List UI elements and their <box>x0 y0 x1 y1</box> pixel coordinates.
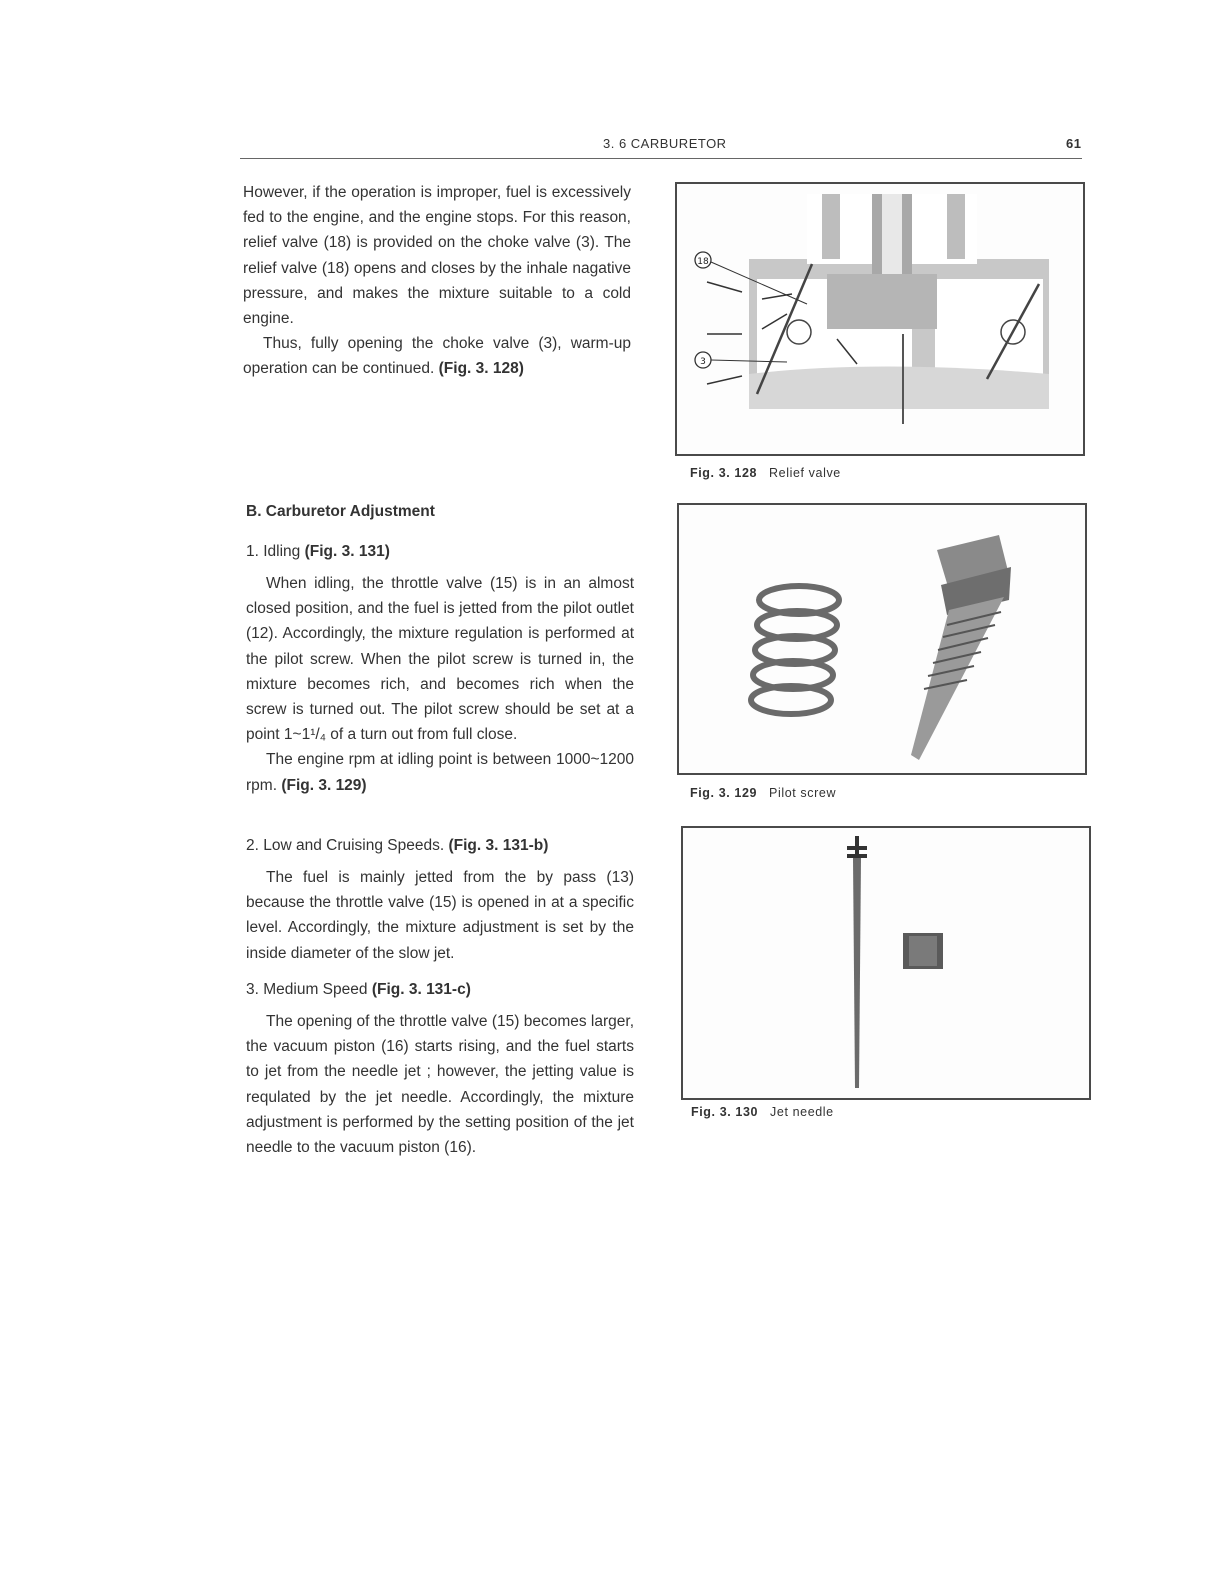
page-number: 61 <box>1066 136 1082 151</box>
step-heading-3: 3. Medium Speed (Fig. 3. 131-c) <box>246 981 471 998</box>
section-title: B. Carburetor Adjustment <box>246 503 435 520</box>
jet-needle-photo <box>683 828 1089 1098</box>
svg-text:3: 3 <box>700 357 706 367</box>
header-divider <box>240 158 1082 159</box>
figure-caption-129: Fig. 3. 129 Pilot screw <box>690 786 837 800</box>
intro-paragraph-1: However, if the operation is improper, fuel is excessively fed to the engine, and the engine stops. For this reason, relief valve (18) is provided on the choke valve (3). The relief valve (18) opens and closes by the inhale nagative pressure, and makes the mixture suitable to a cold engine. <box>243 184 631 328</box>
step-1-paragraph-2: The engine rpm at idling point is between 1000~1200 rpm. (Fig. 3. 129) <box>246 751 634 794</box>
step-3-paragraph-1: The opening of the throttle valve (15) becomes larger, the vacuum piston (16) starts rising, and the fuel starts to jet from the needle jet ; however, the jetting value is requlated by the jet needle. Accordingly, the mixture adjustment is performed by the setting position of the jet needle to the vacuum piston (16). <box>246 1013 634 1157</box>
step-2-paragraph-1: The fuel is mainly jetted from the by pass (13) because the throttle valve (15) is opened in at a specific level. Accordingly, the mixture adjustment is set by the inside diameter of the slow jet. <box>246 869 634 962</box>
step-heading-2: 2. Low and Cruising Speeds. (Fig. 3. 131-b) <box>246 837 549 854</box>
figure-relief-valve <box>675 182 1085 456</box>
section-header: 3. 6 CARBURETOR <box>603 136 727 151</box>
figure-caption-128: Fig. 3. 128 Relief valve <box>690 466 841 480</box>
step-heading-1: 1. Idling (Fig. 3. 131) <box>246 543 390 560</box>
step-body-3 <box>246 1009 634 1160</box>
figure-reference: (Fig. 3. 128) <box>438 360 524 378</box>
pilot-screw-photo <box>679 505 1085 773</box>
figure-reference: (Fig. 3. 129) <box>281 776 367 794</box>
svg-text:18: 18 <box>697 257 709 267</box>
step-1-paragraph-1: When idling, the throttle valve (15) is in an almost closed position, and the fuel is jetted from the pilot outlet (12). Accordingly, the mixture regulation is performed at the pilot screw. When the pilot screw is turned in, the mixture becomes rich, and becomes rich when the screw is turned out. The pilot screw should be set at a point 1~1¹/₄ of a turn out from full close. <box>246 575 634 744</box>
step-body-1 <box>246 571 634 798</box>
figure-caption-130: Fig. 3. 130 Jet needle <box>691 1105 834 1119</box>
intro-paragraph-2: Thus, fully opening the choke valve (3), warm-up operation can be continued. (Fig. 3. 128) <box>243 335 631 378</box>
figure-pilot-screw <box>677 503 1087 775</box>
intro-text <box>243 180 631 382</box>
step-body-2 <box>246 865 634 966</box>
figure-jet-needle <box>681 826 1091 1100</box>
carburetor-diagram <box>677 184 1083 454</box>
